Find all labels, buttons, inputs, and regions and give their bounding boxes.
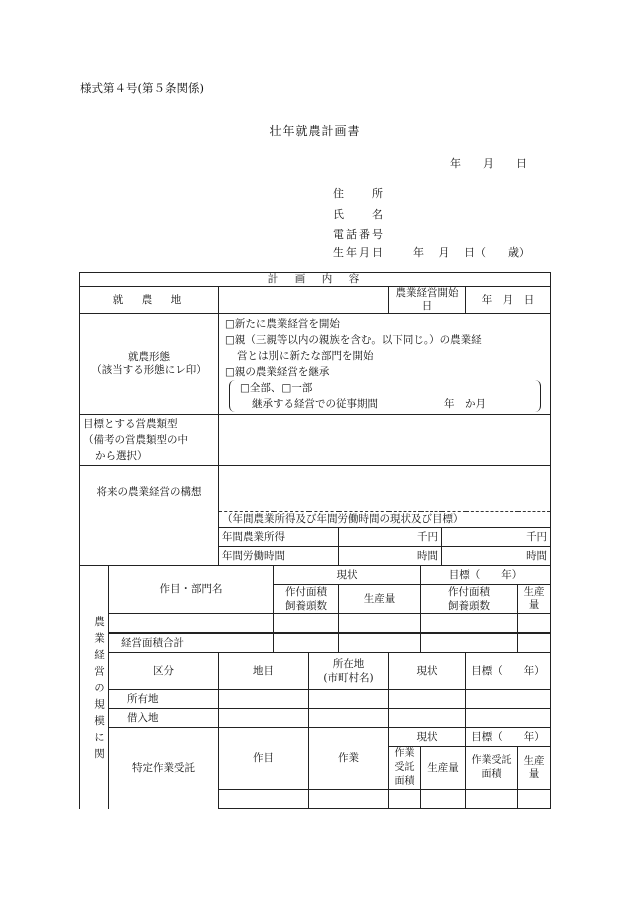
succession-period-label: 継承する経営での従事期間 [252, 398, 378, 410]
name-field[interactable] [333, 206, 395, 222]
hours-current-value[interactable]: 時間 [339, 547, 442, 566]
farming-form-options [219, 314, 551, 415]
income-income-label: 年間農業所得 [219, 528, 339, 547]
leased-land-current[interactable] [389, 709, 466, 728]
income-header: （年間農業所得及び年間労働時間の現状及び目標） [219, 512, 551, 528]
phone-field[interactable] [333, 226, 395, 242]
phone-label: 電話番号 [333, 228, 385, 241]
birthdate-label: 生年月日 [333, 246, 385, 259]
farming-form-note: （該当する形態にレ印） [91, 364, 207, 376]
scale-current-header: 現状 [274, 566, 421, 585]
owned-land-current[interactable] [389, 690, 466, 709]
owned-land-location[interactable] [309, 690, 389, 709]
crop-current-output[interactable] [339, 614, 421, 634]
start-date-value[interactable]: 年 月 日 [466, 287, 551, 314]
land-category-label: 地目 [219, 653, 309, 690]
contract-current-header: 現状 [389, 728, 466, 747]
contract-current-output-label: 生産量 [421, 747, 466, 790]
contract-crop-input[interactable] [219, 790, 309, 809]
birthdate-value: 年 月 日（ 歳） [413, 246, 530, 259]
plan-table [79, 272, 551, 809]
option-succession[interactable]: □親の農業経営を継承 [225, 366, 330, 378]
contract-target-header: 目標（ 年） [466, 728, 551, 747]
farmland-input[interactable] [219, 287, 389, 314]
scale-target-header: 目標（ 年） [421, 566, 551, 585]
succession-period [240, 396, 530, 412]
page-title: 壮年就農計画書 [269, 124, 361, 138]
option-new-division-cont: 営とは別に新たな部門を開始 [237, 350, 374, 362]
crop-row-input[interactable] [109, 614, 274, 634]
crop-division-label: 作目・部門名 [109, 566, 274, 614]
contract-work-input[interactable] [309, 790, 389, 809]
total-current-area[interactable] [274, 633, 339, 653]
total-target-output[interactable] [518, 633, 551, 653]
crop-target-output[interactable] [518, 614, 551, 634]
contract-current-output[interactable] [421, 790, 466, 809]
leased-land-label: 借入地 [109, 709, 219, 728]
land-target-header: 目標（ 年） [466, 653, 551, 690]
contract-work-label: 作業 [309, 728, 389, 790]
contract-target-output[interactable] [518, 790, 551, 809]
farming-type-line-2: （備考の営農類型の中 [83, 434, 188, 446]
location-label [309, 653, 389, 690]
start-date-label: 農業経営開始日 [389, 287, 466, 314]
total-current-output[interactable] [339, 633, 421, 653]
contract-current-area-l1: 作業受託 [394, 748, 415, 773]
contract-crop-label: 作目 [219, 728, 309, 790]
scale-side-label: 農業経営の規模に関 [80, 566, 109, 809]
class-label: 区分 [109, 653, 219, 690]
leased-land-location[interactable] [309, 709, 389, 728]
vision-input[interactable] [219, 466, 551, 512]
crop-current-area[interactable] [274, 614, 339, 634]
contract-target-output-label: 生産量 [518, 747, 551, 790]
target-output-label: 生産量 [518, 585, 551, 614]
farming-type-label [80, 415, 219, 466]
contract-current-area[interactable] [389, 790, 421, 809]
hours-label: 年間労働時間 [219, 547, 339, 566]
farming-type-line-1: 目標とする営農類型 [83, 418, 178, 430]
target-area-label: 作付面積 飼養頭数 [421, 585, 518, 614]
farming-form-title: 就農形態 [128, 351, 170, 363]
owned-land-category[interactable] [219, 690, 309, 709]
farming-type-line-3: から選択） [95, 450, 148, 462]
contract-label: 特定作業受託 [109, 728, 219, 809]
birthdate-field[interactable] [333, 244, 530, 260]
address-field[interactable] [333, 185, 395, 201]
land-current-header: 現状 [389, 653, 466, 690]
plan-heading: 計 画 内 容 [80, 273, 551, 287]
contract-target-area-l1: 作業受託 [471, 755, 512, 766]
farming-type-input[interactable] [219, 415, 551, 466]
document-date: 年 月 日 [450, 157, 527, 170]
option-new-division[interactable]: □親（三親等以内の親族を含む。以下同じ。）の農業経 [225, 334, 482, 346]
vision-label: 将来の農業経営の構想 [80, 466, 219, 566]
option-new-start[interactable]: □新たに農業経営を開始 [225, 318, 340, 330]
succession-scope[interactable]: □全部、□一部 [240, 382, 313, 394]
owned-land-target[interactable] [466, 690, 551, 709]
hours-target-value[interactable]: 時間 [442, 547, 551, 566]
location-label-sub: (市町村名) [323, 672, 374, 684]
contract-current-area-l2: 面積 [394, 776, 415, 787]
income-target-value[interactable]: 千円 [442, 528, 551, 547]
succession-period-value[interactable]: 年 か月 [444, 398, 486, 410]
location-label-main: 所在地 [332, 658, 365, 670]
current-output-label: 生産量 [339, 585, 421, 614]
owned-land-label: 所有地 [109, 690, 219, 709]
contract-target-area[interactable] [466, 790, 518, 809]
contract-target-area-label [466, 747, 518, 790]
contract-target-area-l2: 面積 [481, 769, 502, 780]
address-label: 住 所 [333, 187, 385, 200]
succession-detail [229, 380, 541, 412]
total-area-label: 経営面積合計 [109, 633, 274, 653]
current-area-label: 作付面積 飼養頭数 [274, 585, 339, 614]
income-current-value[interactable]: 千円 [339, 528, 442, 547]
leased-land-target[interactable] [466, 709, 551, 728]
name-label: 氏 名 [333, 208, 385, 221]
contract-current-area-label [389, 747, 421, 790]
form-number: 様式第４号(第５条関係) [80, 81, 204, 95]
total-target-area[interactable] [421, 633, 518, 653]
farming-form-label [80, 314, 219, 415]
crop-target-area[interactable] [421, 614, 518, 634]
farmland-label: 就 農 地 [80, 287, 219, 314]
leased-land-category[interactable] [219, 709, 309, 728]
